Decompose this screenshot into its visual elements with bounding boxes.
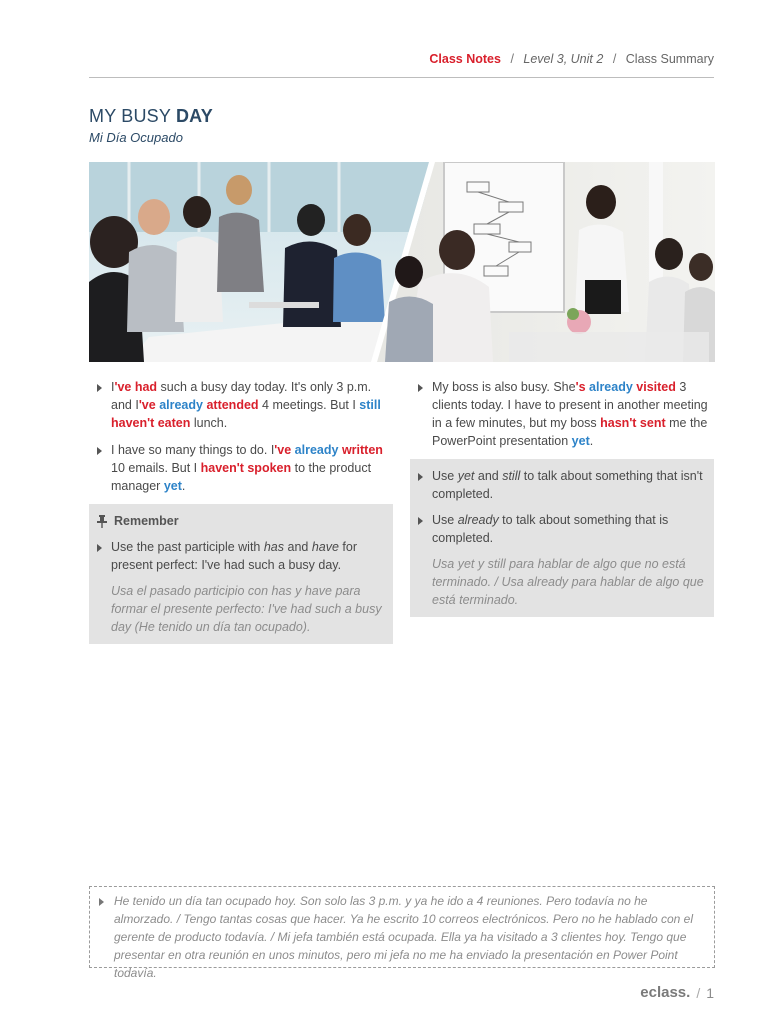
page-subtitle: Mi Día Ocupado: [89, 130, 183, 145]
text: 4 meetings. But I: [258, 398, 360, 412]
page-title-regular: MY BUSY: [89, 106, 176, 126]
text: I have so many things to do. I: [111, 443, 275, 457]
text: and: [474, 469, 503, 483]
page-number: 1: [706, 984, 714, 1001]
breadcrumb-page: Class Summary: [625, 52, 714, 66]
story-paragraph-1: [89, 378, 393, 432]
eclass-logo: eclass.: [640, 984, 691, 1001]
text: 10 emails. But I: [111, 461, 201, 475]
story-paragraph-2: [89, 441, 393, 495]
bullet-arrow-icon: [99, 898, 104, 906]
text: I: [111, 380, 115, 394]
text: to the product manager: [111, 461, 372, 493]
text-italic: has: [263, 540, 285, 554]
highlight-red: hasn't sent: [600, 416, 666, 430]
left-column: [89, 378, 393, 644]
highlight-blue: still: [359, 398, 381, 412]
office-meeting-illustration: [89, 162, 715, 362]
highlight-blue: yet: [571, 434, 590, 448]
highlight-red: 's: [575, 380, 586, 394]
highlight-red: haven't eaten: [111, 416, 191, 430]
usage-translation: Usa yet y still para hablar de algo que no está terminado. / Usa already para hablar de algo que está terminado.: [432, 557, 704, 607]
text: Use: [432, 469, 458, 483]
text: to talk about something that is completed.: [432, 513, 669, 545]
usage-note-box: [410, 459, 714, 617]
text: for present perfect: I've had such a busy day.: [111, 540, 357, 572]
remember-rule: [89, 538, 383, 574]
highlight-blue: already: [589, 380, 633, 394]
text: Use the past participle with: [111, 540, 264, 554]
breadcrumb-separator: /: [510, 52, 514, 66]
text-italic: already: [457, 513, 499, 527]
remember-box: [89, 504, 393, 644]
text: to talk about something that isn't completed.: [432, 469, 703, 501]
text-italic: still: [502, 469, 521, 483]
highlight-red: attended: [206, 398, 259, 412]
story-paragraph-3: [410, 378, 714, 450]
remember-heading: [89, 512, 383, 530]
remember-label: Remember: [114, 514, 179, 528]
text: Use: [432, 513, 458, 527]
pushpin-icon: [97, 515, 107, 528]
text: My boss is also busy. She: [432, 380, 576, 394]
usage-rule-already: [410, 511, 704, 547]
breadcrumb-section[interactable]: Class Notes: [429, 52, 501, 66]
text: .: [181, 479, 186, 493]
highlight-blue: yet: [163, 479, 182, 493]
highlight-blue: already: [294, 443, 339, 457]
brand-separator: /: [696, 984, 701, 1001]
page-title-bold: DAY: [175, 106, 213, 126]
brand-footer: [640, 984, 714, 1001]
highlight-red: haven't spoken: [200, 461, 292, 475]
highlight-blue: already: [159, 398, 203, 412]
text: such a busy day today. It's only 3 p.m. and I: [111, 380, 372, 412]
highlight-red: 've: [274, 443, 292, 457]
highlight-red: written: [341, 443, 383, 457]
text: 3 clients today. I have to present in another meeting in a few minutes, but my boss: [432, 380, 708, 430]
text-italic: have: [311, 540, 339, 554]
text-italic: yet: [457, 469, 475, 483]
text: me the PowerPoint presentation: [432, 416, 708, 448]
text: and: [284, 540, 312, 554]
breadcrumb: [89, 52, 714, 78]
text: lunch.: [190, 416, 228, 430]
right-column: [410, 378, 714, 617]
footer-translation-text: He tenido un día tan ocupado hoy. Son solo las 3 p.m. y ya he ido a 4 reuniones. Pero todavía no he almorzado. / Tengo tantas cosas que hacer. Ya he escrito 10 correos electrónicos. Pero no he hablado con el gerente de producto todavía. / Mi jefa también está ocupada. Ella ya ha visitado a 3 clientes hoy. Tengo que presentar en otra reunión en unos minutos, pero mi jefa no me ha enviado la presentación en Power Point todavía.: [114, 894, 694, 980]
text: .: [589, 434, 594, 448]
breadcrumb-separator: /: [612, 52, 617, 66]
footer-translation-box: [89, 886, 715, 980]
page-title: [89, 106, 213, 127]
breadcrumb-level[interactable]: Level 3, Unit 2: [523, 52, 604, 66]
hero-photo: [89, 162, 715, 362]
remember-translation: Usa el pasado participio con has y have para formar el presente perfecto: I've had such a busy day (He tenido un día tan ocupado).: [111, 584, 382, 634]
highlight-red: 've had: [114, 380, 158, 394]
highlight-red: 've: [138, 398, 156, 412]
highlight-red: visited: [636, 380, 676, 394]
usage-rule-yet-still: [410, 467, 704, 503]
